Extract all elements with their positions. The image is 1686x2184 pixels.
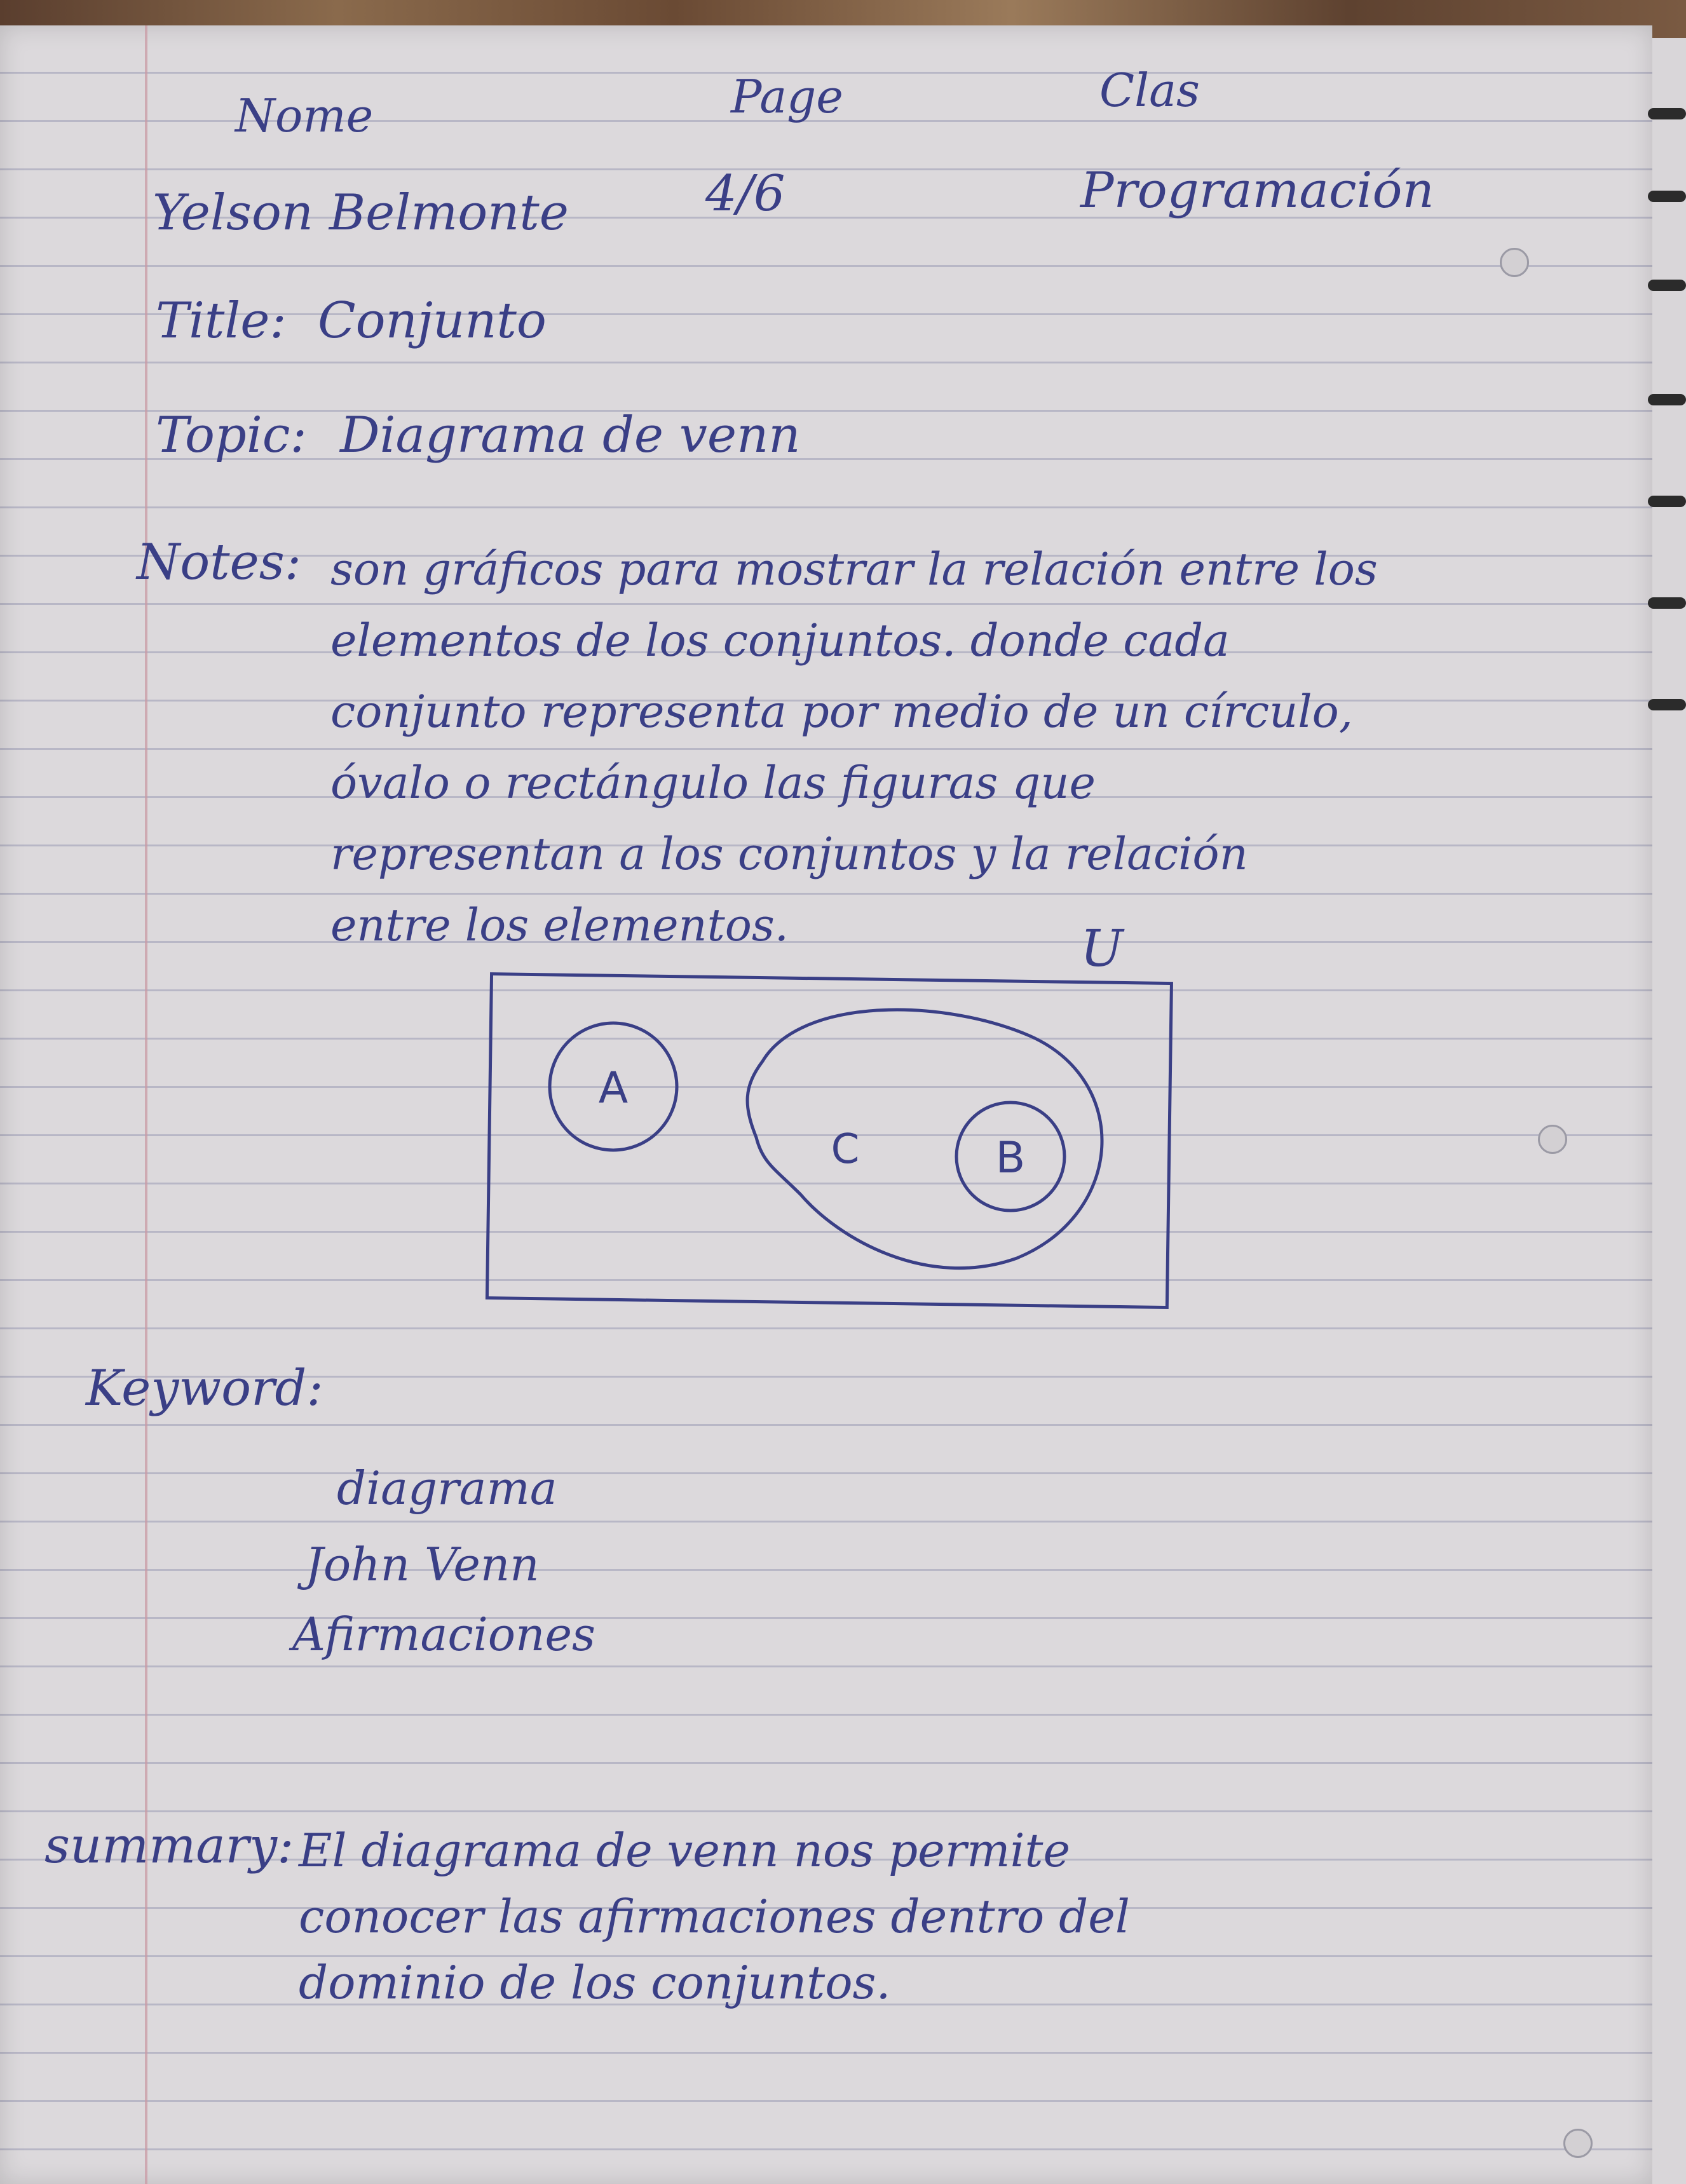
keywords-label: Keyword:	[86, 1360, 323, 1417]
spiral-ring	[1648, 108, 1686, 119]
spiral-ring	[1648, 191, 1686, 202]
spiral-ring	[1648, 394, 1686, 405]
page-label: Page	[731, 70, 843, 123]
summary-label: summary:	[44, 1817, 294, 1875]
spiral-ring	[1648, 280, 1686, 291]
page-value: 4/6	[705, 165, 785, 222]
universe-rectangle	[487, 974, 1171, 1308]
keyword-item: diagrama	[337, 1462, 557, 1515]
spiral-ring	[1648, 699, 1686, 710]
set-a-label: A	[598, 1063, 629, 1113]
spiral-ring	[1648, 496, 1686, 507]
notes-label: Notes:	[137, 534, 302, 591]
name-label: Nome	[235, 89, 374, 142]
punch-hole	[1500, 248, 1529, 277]
set-c-oval	[747, 1010, 1102, 1268]
keyword-item: Afirmaciones	[292, 1608, 595, 1661]
topic-label: Topic:	[156, 407, 307, 464]
venn-diagram	[445, 921, 1207, 1341]
universe-label: U	[1080, 921, 1124, 978]
set-b-label: B	[995, 1133, 1026, 1183]
punch-hole	[1563, 2129, 1593, 2158]
summary-text: El diagrama de venn nos permite conocer las afirmaciones dentro del dominio de los conjuntos.	[299, 1824, 1130, 2009]
title-label: Title:	[156, 292, 287, 349]
name-value: Yelson Belmonte	[153, 184, 569, 241]
keyword-item: John Venn	[305, 1538, 540, 1591]
notes-text: son gráficos para mostrar la relación entre los elementos de los conjuntos. donde cada conjunto representa por medio de un círculo, óvalo o rectángulo las figuras que representan a los conjuntos y la relación entre los elementos.	[330, 543, 1378, 951]
class-value: Programación	[1080, 162, 1434, 219]
set-c-label: C	[831, 1126, 860, 1173]
punch-hole	[1538, 1125, 1567, 1154]
spiral-ring	[1648, 597, 1686, 609]
topic-value: Diagrama de venn	[340, 407, 801, 464]
title-value: Conjunto	[318, 292, 547, 349]
class-label: Clas	[1099, 64, 1200, 117]
